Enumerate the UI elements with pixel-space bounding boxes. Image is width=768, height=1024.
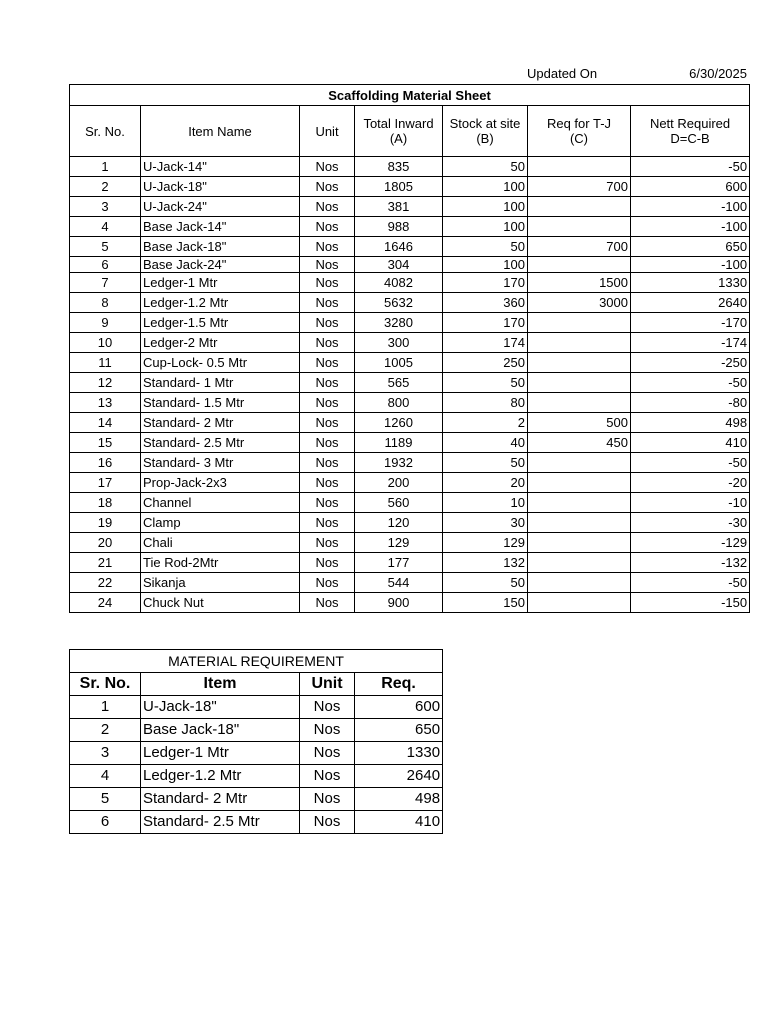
cell-stock: 50	[443, 373, 528, 393]
table-row	[70, 493, 750, 513]
cell-sr: 3	[70, 197, 141, 217]
cell-stock: 50	[443, 453, 528, 473]
cell-unit: Nos	[300, 373, 355, 393]
cell-unit: Nos	[300, 433, 355, 453]
cell-req: 3000	[528, 293, 631, 313]
cell-nett: -80	[631, 393, 750, 413]
sheet-title: Scaffolding Material Sheet	[70, 85, 750, 106]
cell-stock: 174	[443, 333, 528, 353]
table-row	[70, 573, 750, 593]
requirement-title: MATERIAL REQUIREMENT	[70, 650, 443, 673]
cell-nett: -129	[631, 533, 750, 553]
req-cell-req: 1330	[355, 742, 443, 765]
cell-nett: 600	[631, 177, 750, 197]
cell-req	[528, 373, 631, 393]
cell-stock: 40	[443, 433, 528, 453]
cell-req: 500	[528, 413, 631, 433]
cell-req	[528, 157, 631, 177]
cell-item: Standard- 3 Mtr	[141, 453, 300, 473]
req-cell-unit: Nos	[300, 788, 355, 811]
cell-stock: 50	[443, 157, 528, 177]
req-cell-unit: Nos	[300, 765, 355, 788]
cell-inward: 988	[355, 217, 443, 237]
cell-stock: 360	[443, 293, 528, 313]
req-cell-sr: 6	[70, 811, 141, 834]
cell-nett: -100	[631, 197, 750, 217]
cell-unit: Nos	[300, 177, 355, 197]
cell-req	[528, 573, 631, 593]
cell-stock: 2	[443, 413, 528, 433]
table-row	[70, 237, 750, 257]
req-cell-sr: 2	[70, 719, 141, 742]
cell-inward: 381	[355, 197, 443, 217]
col-header-req-line2: (C)	[569, 131, 589, 146]
cell-sr: 13	[70, 393, 141, 413]
cell-inward: 304	[355, 257, 443, 273]
table-row	[70, 273, 750, 293]
updated-on-label: Updated On	[527, 66, 598, 81]
cell-item: U-Jack-18"	[141, 177, 300, 197]
col-header-stock	[443, 106, 528, 157]
cell-sr: 20	[70, 533, 141, 553]
cell-sr: 15	[70, 433, 141, 453]
req-cell-req: 2640	[355, 765, 443, 788]
cell-req	[528, 473, 631, 493]
cell-inward: 3280	[355, 313, 443, 333]
table-row	[70, 553, 750, 573]
cell-unit: Nos	[300, 257, 355, 273]
req-cell-sr: 3	[70, 742, 141, 765]
cell-unit: Nos	[300, 553, 355, 573]
cell-sr: 1	[70, 157, 141, 177]
cell-item: Tie Rod-2Mtr	[141, 553, 300, 573]
table-row	[70, 788, 443, 811]
cell-sr: 24	[70, 593, 141, 613]
cell-unit: Nos	[300, 593, 355, 613]
cell-item: Base Jack-14"	[141, 217, 300, 237]
cell-sr: 7	[70, 273, 141, 293]
req-cell-unit: Nos	[300, 742, 355, 765]
req-cell-req: 650	[355, 719, 443, 742]
req-cell-unit: Nos	[300, 811, 355, 834]
cell-stock: 132	[443, 553, 528, 573]
req-cell-sr: 4	[70, 765, 141, 788]
cell-item: Ledger-1.2 Mtr	[141, 293, 300, 313]
cell-req	[528, 453, 631, 473]
cell-item: Channel	[141, 493, 300, 513]
cell-item: Ledger-1 Mtr	[141, 273, 300, 293]
cell-nett: -50	[631, 373, 750, 393]
cell-req: 700	[528, 237, 631, 257]
cell-stock: 170	[443, 273, 528, 293]
cell-req	[528, 313, 631, 333]
cell-stock: 129	[443, 533, 528, 553]
cell-inward: 835	[355, 157, 443, 177]
scaffolding-material-table	[69, 84, 750, 613]
table-row	[70, 719, 443, 742]
cell-unit: Nos	[300, 473, 355, 493]
cell-nett: -150	[631, 593, 750, 613]
table-row	[70, 177, 750, 197]
cell-nett: -170	[631, 313, 750, 333]
cell-stock: 30	[443, 513, 528, 533]
cell-nett: -132	[631, 553, 750, 573]
cell-stock: 50	[443, 573, 528, 593]
cell-req	[528, 197, 631, 217]
col-header-sr: Sr. No.	[70, 106, 141, 157]
cell-stock: 20	[443, 473, 528, 493]
table-row	[70, 197, 750, 217]
cell-sr: 6	[70, 257, 141, 273]
cell-sr: 17	[70, 473, 141, 493]
cell-nett: -50	[631, 157, 750, 177]
req-cell-sr: 5	[70, 788, 141, 811]
cell-item: Base Jack-24"	[141, 257, 300, 273]
cell-req	[528, 593, 631, 613]
cell-req	[528, 353, 631, 373]
col-header-unit: Unit	[300, 106, 355, 157]
cell-item: U-Jack-24"	[141, 197, 300, 217]
cell-nett: -250	[631, 353, 750, 373]
cell-req	[528, 513, 631, 533]
col-header-inward-line2: (A)	[389, 131, 408, 146]
table-row	[70, 393, 750, 413]
cell-unit: Nos	[300, 353, 355, 373]
table-row	[70, 333, 750, 353]
material-requirement-table	[69, 649, 443, 834]
cell-inward: 129	[355, 533, 443, 553]
table-row	[70, 313, 750, 333]
cell-req	[528, 333, 631, 353]
cell-stock: 50	[443, 237, 528, 257]
cell-inward: 1260	[355, 413, 443, 433]
cell-req: 1500	[528, 273, 631, 293]
cell-req: 450	[528, 433, 631, 453]
cell-inward: 1805	[355, 177, 443, 197]
cell-inward: 300	[355, 333, 443, 353]
cell-stock: 100	[443, 177, 528, 197]
col-header-stock-line1: Stock at site	[449, 116, 521, 131]
req-cell-item: Ledger-1.2 Mtr	[141, 765, 300, 788]
cell-item: Ledger-2 Mtr	[141, 333, 300, 353]
col-header-stock-line2: (B)	[476, 131, 494, 146]
cell-item: Sikanja	[141, 573, 300, 593]
cell-inward: 1646	[355, 237, 443, 257]
table-row	[70, 473, 750, 493]
req-cell-req: 498	[355, 788, 443, 811]
req-col-header-unit: Unit	[300, 673, 355, 696]
cell-inward: 544	[355, 573, 443, 593]
cell-sr: 8	[70, 293, 141, 313]
req-cell-unit: Nos	[300, 719, 355, 742]
cell-req	[528, 217, 631, 237]
cell-stock: 100	[443, 217, 528, 237]
cell-req	[528, 533, 631, 553]
updated-on-date: 6/30/2025	[689, 66, 747, 81]
cell-unit: Nos	[300, 293, 355, 313]
cell-unit: Nos	[300, 157, 355, 177]
updated-on	[527, 66, 749, 84]
req-cell-sr: 1	[70, 696, 141, 719]
cell-inward: 5632	[355, 293, 443, 313]
cell-stock: 250	[443, 353, 528, 373]
cell-inward: 4082	[355, 273, 443, 293]
cell-unit: Nos	[300, 573, 355, 593]
cell-sr: 12	[70, 373, 141, 393]
cell-nett: 1330	[631, 273, 750, 293]
col-header-inward	[355, 106, 443, 157]
req-cell-item: Standard- 2 Mtr	[141, 788, 300, 811]
table-row	[70, 765, 443, 788]
cell-unit: Nos	[300, 217, 355, 237]
cell-item: Clamp	[141, 513, 300, 533]
cell-stock: 150	[443, 593, 528, 613]
cell-unit: Nos	[300, 237, 355, 257]
cell-sr: 11	[70, 353, 141, 373]
cell-sr: 22	[70, 573, 141, 593]
cell-unit: Nos	[300, 453, 355, 473]
cell-unit: Nos	[300, 493, 355, 513]
table-row	[70, 257, 750, 273]
cell-item: Cup-Lock- 0.5 Mtr	[141, 353, 300, 373]
cell-item: Standard- 2 Mtr	[141, 413, 300, 433]
table-row	[70, 742, 443, 765]
cell-nett: 498	[631, 413, 750, 433]
cell-unit: Nos	[300, 333, 355, 353]
col-header-req-line1: Req for T-J	[546, 116, 612, 131]
cell-stock: 100	[443, 257, 528, 273]
cell-sr: 4	[70, 217, 141, 237]
col-header-nett-line1: Nett Required	[649, 116, 731, 131]
cell-stock: 10	[443, 493, 528, 513]
cell-inward: 200	[355, 473, 443, 493]
cell-item: Standard- 2.5 Mtr	[141, 433, 300, 453]
cell-nett: -50	[631, 453, 750, 473]
cell-req	[528, 493, 631, 513]
table-row	[70, 811, 443, 834]
req-cell-req: 410	[355, 811, 443, 834]
cell-unit: Nos	[300, 197, 355, 217]
col-header-nett	[631, 106, 750, 157]
cell-req	[528, 257, 631, 273]
cell-unit: Nos	[300, 413, 355, 433]
table-row	[70, 157, 750, 177]
cell-inward: 1189	[355, 433, 443, 453]
cell-item: Standard- 1 Mtr	[141, 373, 300, 393]
cell-nett: -174	[631, 333, 750, 353]
table-row	[70, 373, 750, 393]
table-row	[70, 353, 750, 373]
cell-nett: 410	[631, 433, 750, 453]
table-row	[70, 413, 750, 433]
cell-item: U-Jack-14"	[141, 157, 300, 177]
table-row	[70, 293, 750, 313]
cell-sr: 10	[70, 333, 141, 353]
cell-stock: 170	[443, 313, 528, 333]
cell-nett: 650	[631, 237, 750, 257]
cell-sr: 19	[70, 513, 141, 533]
cell-inward: 800	[355, 393, 443, 413]
cell-inward: 1932	[355, 453, 443, 473]
cell-unit: Nos	[300, 513, 355, 533]
table-row	[70, 533, 750, 553]
req-cell-item: Standard- 2.5 Mtr	[141, 811, 300, 834]
cell-stock: 100	[443, 197, 528, 217]
cell-sr: 5	[70, 237, 141, 257]
cell-inward: 560	[355, 493, 443, 513]
req-cell-item: Base Jack-18"	[141, 719, 300, 742]
req-cell-req: 600	[355, 696, 443, 719]
cell-unit: Nos	[300, 393, 355, 413]
cell-req	[528, 553, 631, 573]
cell-sr: 14	[70, 413, 141, 433]
req-cell-unit: Nos	[300, 696, 355, 719]
cell-sr: 18	[70, 493, 141, 513]
req-cell-item: Ledger-1 Mtr	[141, 742, 300, 765]
cell-unit: Nos	[300, 313, 355, 333]
cell-sr: 16	[70, 453, 141, 473]
cell-req: 700	[528, 177, 631, 197]
cell-nett: -10	[631, 493, 750, 513]
cell-item: Chali	[141, 533, 300, 553]
req-col-header-sr: Sr. No.	[70, 673, 141, 696]
cell-item: Chuck Nut	[141, 593, 300, 613]
cell-nett: -100	[631, 217, 750, 237]
table-row	[70, 696, 443, 719]
cell-inward: 1005	[355, 353, 443, 373]
req-col-header-req: Req.	[355, 673, 443, 696]
cell-inward: 120	[355, 513, 443, 533]
req-cell-item: U-Jack-18"	[141, 696, 300, 719]
cell-stock: 80	[443, 393, 528, 413]
col-header-inward-line1: Total Inward	[363, 116, 434, 131]
table-row	[70, 217, 750, 237]
cell-unit: Nos	[300, 273, 355, 293]
cell-unit: Nos	[300, 533, 355, 553]
cell-inward: 177	[355, 553, 443, 573]
cell-nett: -20	[631, 473, 750, 493]
cell-nett: -30	[631, 513, 750, 533]
cell-sr: 21	[70, 553, 141, 573]
cell-nett: 2640	[631, 293, 750, 313]
cell-nett: -100	[631, 257, 750, 273]
table-row	[70, 593, 750, 613]
cell-sr: 2	[70, 177, 141, 197]
table-row	[70, 513, 750, 533]
cell-item: Base Jack-18"	[141, 237, 300, 257]
req-col-header-item: Item	[141, 673, 300, 696]
table-row	[70, 433, 750, 453]
cell-req	[528, 393, 631, 413]
col-header-req	[528, 106, 631, 157]
cell-item: Standard- 1.5 Mtr	[141, 393, 300, 413]
col-header-nett-line2: D=C-B	[670, 131, 710, 146]
cell-nett: -50	[631, 573, 750, 593]
cell-item: Prop-Jack-2x3	[141, 473, 300, 493]
cell-inward: 565	[355, 373, 443, 393]
cell-inward: 900	[355, 593, 443, 613]
table-row	[70, 453, 750, 473]
cell-sr: 9	[70, 313, 141, 333]
col-header-item: Item Name	[141, 106, 300, 157]
cell-item: Ledger-1.5 Mtr	[141, 313, 300, 333]
